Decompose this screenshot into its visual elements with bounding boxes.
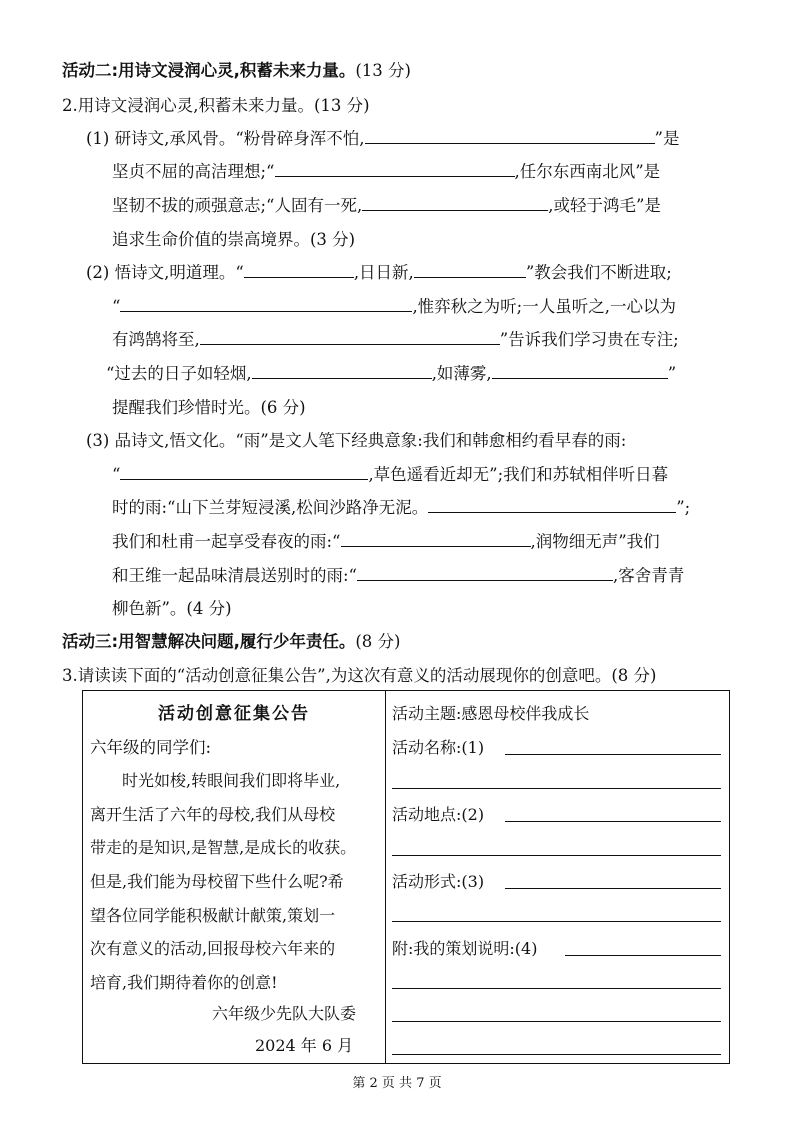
form-format-line-2[interactable] [392, 921, 721, 922]
notice-body-6: 次有意义的活动,回报母校六年来的 [90, 939, 336, 958]
blank-3[interactable] [362, 196, 548, 211]
text: ,如薄雾, [431, 364, 492, 383]
q2-p1-line1 [86, 128, 679, 150]
notice-body-4: 但是,我们能为母校留下些什么呢?希 [90, 872, 344, 891]
q2-p2-line5: 提醒我们珍惜时光。(6 分) [112, 398, 306, 417]
form-place-line-2[interactable] [392, 855, 721, 856]
q2-p2-line2 [112, 296, 676, 318]
text: 和王维一起品味清晨送别时的雨:“ [112, 566, 357, 585]
notice-date: 2024 年 6 月 [255, 1036, 354, 1055]
notice-body-7: 培育,我们期待着你的创意! [90, 973, 278, 992]
activity3-heading-text: 活动三:用智慧解决问题,履行少年责任。 [62, 632, 356, 651]
text: ,或轻于鸿毛”是 [548, 196, 661, 215]
form-name-line-2[interactable] [392, 788, 721, 789]
text: ,日日新, [353, 263, 414, 282]
blank-10[interactable] [120, 465, 368, 480]
text: ”告诉我们学习贵在专注; [499, 330, 679, 349]
blank-6[interactable] [120, 297, 412, 312]
text: 坚贞不屈的高洁理想;“ [112, 162, 275, 181]
blank-5[interactable] [414, 263, 526, 278]
text: “过去的日子如轻烟, [106, 364, 252, 383]
text: ”是 [654, 129, 680, 148]
q2-p1-line2 [112, 161, 660, 183]
q2-p3-line3 [112, 497, 690, 519]
form-place-label: 活动地点:(2) [392, 805, 485, 824]
q2-p3-line2 [112, 464, 668, 486]
blank-13[interactable] [357, 566, 613, 581]
q2-p2-line3 [112, 329, 679, 351]
form-place-line-1[interactable] [505, 821, 721, 822]
text: 坚韧不拔的顽强意志;“人固有一死, [112, 196, 363, 215]
form-format-line-1[interactable] [505, 888, 721, 889]
form-note-line-3[interactable] [392, 1021, 721, 1022]
text: (2) 悟诗文,明道理。“ [86, 263, 244, 282]
blank-11[interactable] [428, 498, 676, 513]
q2-p3-line5 [112, 565, 684, 587]
blank-7[interactable] [200, 330, 500, 345]
blank-12[interactable] [341, 532, 531, 547]
text: ,任尔东西南北风”是 [514, 162, 661, 181]
q2-p3-line4 [112, 531, 660, 553]
form-note-line-2[interactable] [392, 988, 721, 989]
text: “ [112, 465, 121, 484]
activity3-heading-score: (8 分) [355, 632, 401, 651]
form-note-line-1[interactable] [565, 955, 721, 956]
blank-4[interactable] [244, 263, 354, 278]
text: ” [667, 364, 677, 383]
q2-p2-line4 [106, 363, 676, 385]
form-name-label: 活动名称:(1) [392, 738, 485, 757]
page-footer: 第 2 页 共 7 页 [352, 1076, 442, 1091]
form-name-line-1[interactable] [505, 754, 721, 755]
blank-8[interactable] [252, 364, 432, 379]
q2-p3-line6: 柳色新”。(4 分) [112, 599, 232, 618]
question3-stem: 3.请读读下面的“活动创意征集公告”,为这次有意义的活动展现你的创意吧。(8 分) [62, 666, 657, 685]
table-divider [385, 690, 386, 1064]
question2-stem: 2.用诗文浸润心灵,积蓄未来力量。(13 分) [62, 96, 370, 115]
activity2-heading [62, 60, 411, 82]
blank-1[interactable] [365, 129, 655, 144]
notice-title: 活动创意征集公告 [158, 704, 310, 724]
notice-body-2: 离开生活了六年的母校,我们从母校 [90, 805, 336, 824]
notice-body-3: 带走的是知识,是智慧,是成长的收获。 [90, 838, 357, 857]
text: ,惟弈秋之为听;一人虽听之,一心以为 [412, 297, 676, 316]
notice-body-5: 望各位同学能积极献计献策,策划一 [90, 906, 336, 925]
form-theme: 活动主题:感恩母校伴我成长 [392, 704, 590, 723]
activity2-heading-score: (13 分) [355, 61, 411, 80]
text: 时的雨:“山下兰芽短浸溪,松间沙路净无泥。 [112, 498, 429, 517]
notice-body-1: 时光如梭,转眼间我们即将毕业, [122, 771, 341, 790]
activity2-heading-text: 活动二:用诗文浸润心灵,积蓄未来力量。 [62, 61, 356, 80]
q2-p1-line4: 追求生命价值的崇高境界。(3 分) [112, 230, 356, 249]
text: (1) 研诗文,承风骨。“粉骨碎身浑不怕, [86, 129, 365, 148]
q2-p2-line1 [86, 262, 672, 284]
text: “ [112, 297, 121, 316]
text: 我们和杜甫一起享受春夜的雨:“ [112, 532, 341, 551]
form-format-label: 活动形式:(3) [392, 872, 485, 891]
blank-9[interactable] [492, 364, 668, 379]
text: ,润物细无声”我们 [530, 532, 660, 551]
text: ”; [676, 498, 691, 517]
q2-p3-line1: (3) 品诗文,悟文化。“雨”是文人笔下经典意象:我们和韩愈相约看早春的雨: [86, 431, 627, 450]
form-note-label: 附:我的策划说明:(4) [392, 939, 538, 958]
text: 有鸿鹄将至, [112, 330, 200, 349]
text: ”教会我们不断进取; [525, 263, 672, 282]
blank-2[interactable] [275, 162, 515, 177]
text: ,草色遥看近却无”;我们和苏轼相伴听日暮 [368, 465, 669, 484]
form-note-line-4[interactable] [392, 1054, 721, 1055]
q2-p1-line3 [112, 195, 661, 217]
activity3-heading [62, 631, 401, 653]
notice-greeting: 六年级的同学们: [90, 738, 212, 757]
notice-signature: 六年级少先队大队委 [212, 1004, 357, 1023]
text: ,客舍青青 [613, 566, 685, 585]
